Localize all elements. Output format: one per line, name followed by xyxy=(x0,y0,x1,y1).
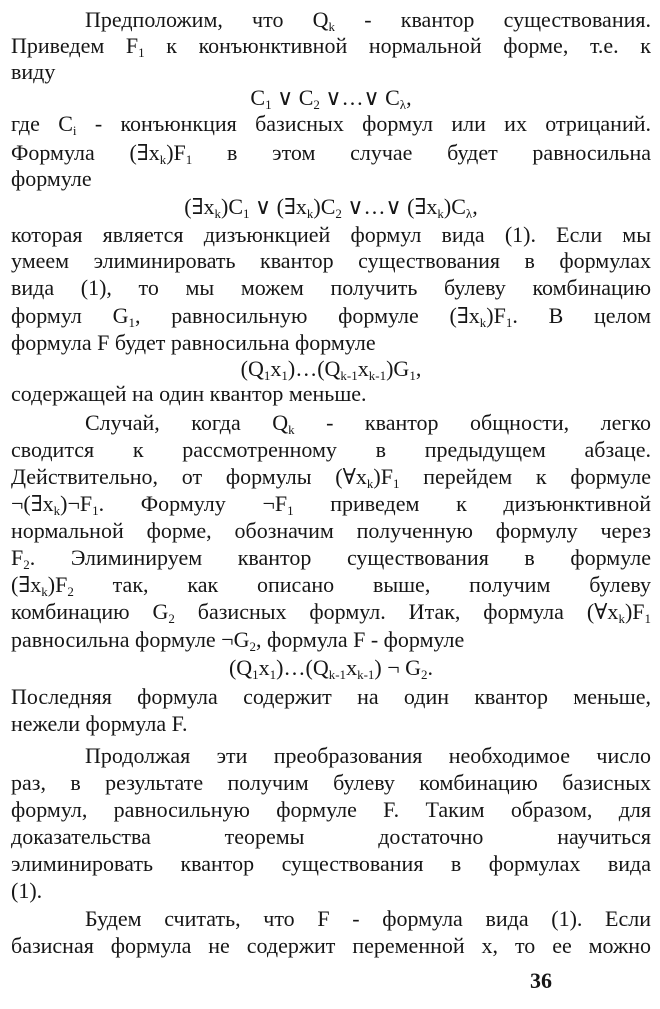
subscript: i xyxy=(72,123,77,138)
text-line xyxy=(11,851,651,877)
text-run: формуле xyxy=(11,166,92,191)
text-line xyxy=(11,627,651,653)
text-line xyxy=(11,275,651,301)
text-run: где C xyxy=(11,111,73,136)
text-run: виду xyxy=(11,59,56,84)
subscript: k xyxy=(328,19,336,34)
text-line xyxy=(11,33,651,59)
text-run: F xyxy=(11,545,24,570)
subscript: 1 xyxy=(185,152,193,167)
text-run: Приведем F xyxy=(11,33,139,58)
text-line xyxy=(11,140,651,166)
subscript: k xyxy=(41,584,48,599)
text-run: комбинацию G xyxy=(11,599,169,624)
subscript: λ xyxy=(399,97,407,112)
text-run: x xyxy=(258,655,270,680)
text-run: . xyxy=(427,655,434,680)
subscript: k xyxy=(366,476,374,491)
text-line xyxy=(11,303,651,329)
text-run: )…(Q xyxy=(287,356,341,381)
subscript: k-1 xyxy=(328,667,347,682)
text-run: x xyxy=(346,655,358,680)
text-run: , формула F - формуле xyxy=(255,627,465,652)
text-line xyxy=(11,166,651,192)
text-run: , xyxy=(415,356,422,381)
subscript: 1 xyxy=(92,503,99,518)
text-run: )…(Q xyxy=(276,655,329,680)
text-line xyxy=(11,770,651,796)
text-run: , xyxy=(406,85,412,110)
text-run: базисная формула не содержит переменной x, то ее можно xyxy=(11,933,651,958)
subscript: 2 xyxy=(335,206,342,221)
text-run: элиминировать квантор существования в формулах вида xyxy=(11,851,651,876)
text-run: Последняя формула содержит на один квантор меньше, xyxy=(11,684,651,709)
text-run: x xyxy=(270,356,282,381)
subscript: 1 xyxy=(138,45,145,60)
subscript: 1 xyxy=(281,368,288,383)
subscript: 1 xyxy=(269,667,277,682)
text-line xyxy=(11,545,651,571)
text-run: перейдем к формуле xyxy=(399,464,651,489)
subscript: 2 xyxy=(67,584,74,599)
text-run: - квантор существования. xyxy=(335,7,651,32)
text-line xyxy=(11,410,651,436)
text-line xyxy=(11,59,651,85)
text-run: Случай, когда Q xyxy=(85,410,289,435)
text-run: - конъюнкция базисных формул или их отрицаний. xyxy=(76,111,652,136)
text-run: . В целом xyxy=(512,303,651,328)
text-run: в этом случае будет равносильна xyxy=(192,140,651,165)
text-run: ∨ C xyxy=(271,85,314,110)
text-run: так, как описано выше, получим булеву xyxy=(73,572,651,597)
formula-line xyxy=(11,85,651,111)
text-line xyxy=(11,518,651,544)
text-run: )F xyxy=(166,140,186,165)
text-line xyxy=(11,7,651,33)
subscript: 2 xyxy=(168,611,175,626)
text-run: (Q xyxy=(228,655,253,680)
text-run: . Элиминируем квантор существования в формуле xyxy=(29,545,651,570)
text-run: нежели формула F. xyxy=(11,711,188,736)
text-run: , xyxy=(472,194,478,219)
text-line xyxy=(11,111,651,137)
text-run: , равносильную формуле (∃x xyxy=(134,303,480,328)
text-run: )C xyxy=(443,194,466,219)
text-run: )F xyxy=(47,572,68,597)
text-run: . Формулу ¬F xyxy=(98,491,288,516)
subscript: k xyxy=(159,152,167,167)
text-run: формул G xyxy=(11,303,129,328)
formula-line xyxy=(11,194,651,220)
subscript: k xyxy=(288,422,295,437)
subscript: 1 xyxy=(409,368,416,383)
text-run: базисных формул. Итак, формула (∀x xyxy=(174,599,619,624)
subscript: 1 xyxy=(265,97,272,112)
subscript: 2 xyxy=(421,667,428,682)
subscript: k-1 xyxy=(368,368,387,383)
text-run: (Q xyxy=(240,356,264,381)
text-run: ) ¬ G xyxy=(374,655,422,680)
text-run: доказательства теоремы достаточно научиться xyxy=(11,824,651,849)
subscript: 1 xyxy=(243,206,250,221)
text-run: ∨ (∃x xyxy=(249,194,307,219)
formula-line xyxy=(11,356,651,382)
text-line xyxy=(11,381,651,407)
text-line xyxy=(11,330,651,356)
subscript: k xyxy=(618,611,625,626)
text-run: ¬(∃x xyxy=(11,491,54,516)
text-line xyxy=(11,878,651,904)
subscript: k-1 xyxy=(340,368,358,383)
text-run: Предположим, что Q xyxy=(85,7,329,32)
subscript: k-1 xyxy=(357,667,375,682)
subscript: λ xyxy=(465,206,473,221)
text-run: )G xyxy=(386,356,410,381)
text-run: ∨…∨ (∃x xyxy=(341,194,438,219)
subscript: 2 xyxy=(249,639,256,654)
text-run: Будем считать, что F - формула вида (1). Если xyxy=(85,906,651,931)
text-line xyxy=(11,933,651,959)
subscript: 1 xyxy=(128,315,135,330)
page-number: 36 xyxy=(530,968,552,993)
text-line xyxy=(11,906,651,932)
text-run: (∃x xyxy=(11,572,42,597)
text-run: )¬F xyxy=(60,491,93,516)
text-line xyxy=(11,599,651,625)
text-run: сводится к рассмотренному в предыдущем абзаце. xyxy=(11,437,651,462)
text-line xyxy=(11,248,651,274)
text-run: )C xyxy=(221,194,244,219)
text-line xyxy=(11,711,651,737)
text-line xyxy=(11,437,651,463)
subscript: 1 xyxy=(505,315,513,330)
subscript: 1 xyxy=(644,611,651,626)
text-run: нормальной форме, обозначим полученную формулу через xyxy=(11,518,651,543)
subscript: k xyxy=(306,206,314,221)
subscript: 2 xyxy=(23,557,30,572)
subscript: k xyxy=(479,315,487,330)
text-line xyxy=(11,743,651,769)
subscript: 2 xyxy=(313,97,320,112)
text-line xyxy=(11,222,651,248)
text-run: Формула (∃x xyxy=(11,140,160,165)
text-run: раз, в результате получим булеву комбинацию базисных xyxy=(11,770,651,795)
subscript: 1 xyxy=(287,503,294,518)
formula-line xyxy=(11,655,651,681)
text-run: равносильна формуле ¬G xyxy=(11,627,250,652)
text-run: содержащей на один квантор меньше. xyxy=(11,381,367,406)
subscript: k xyxy=(437,206,444,221)
text-run: к конъюнктивной нормальной форме, т.е. к xyxy=(144,33,651,58)
text-run: (∃x xyxy=(184,194,215,219)
text-run: умеем элиминировать квантор существования в формулах xyxy=(11,248,651,273)
text-run: - квантор общности, легко xyxy=(294,410,651,435)
subscript: k xyxy=(214,206,222,221)
text-run: Продолжая эти преобразования необходимое число xyxy=(85,743,651,768)
subscript: 1 xyxy=(392,476,400,491)
text-run: формул, равносильную формуле F. Таким образом, для xyxy=(11,797,651,822)
text-line xyxy=(11,464,651,490)
subscript: k xyxy=(53,503,61,518)
subscript: 1 xyxy=(252,667,259,682)
text-run: Действительно, от формулы (∀x xyxy=(11,464,367,489)
text-run: )F xyxy=(373,464,393,489)
text-run: которая является дизъюнкцией формул вида (1). Если мы xyxy=(11,222,651,247)
text-run: вида (1), то мы можем получить булеву комбинацию xyxy=(11,275,651,300)
text-line xyxy=(11,684,651,710)
text-line xyxy=(11,572,651,598)
text-run: )F xyxy=(486,303,506,328)
text-run: C xyxy=(250,85,266,110)
text-run: приведем к дизъюнктивной xyxy=(293,491,652,516)
text-run: )F xyxy=(624,599,645,624)
text-run: x xyxy=(357,356,369,381)
text-line xyxy=(11,824,651,850)
text-line xyxy=(11,797,651,823)
text-run: (1). xyxy=(11,878,43,903)
text-run: ∨…∨ C xyxy=(319,85,400,110)
text-line xyxy=(11,491,651,517)
text-run: формула F будет равносильна формуле xyxy=(11,330,376,355)
text-run: )C xyxy=(313,194,336,219)
subscript: 1 xyxy=(263,368,271,383)
